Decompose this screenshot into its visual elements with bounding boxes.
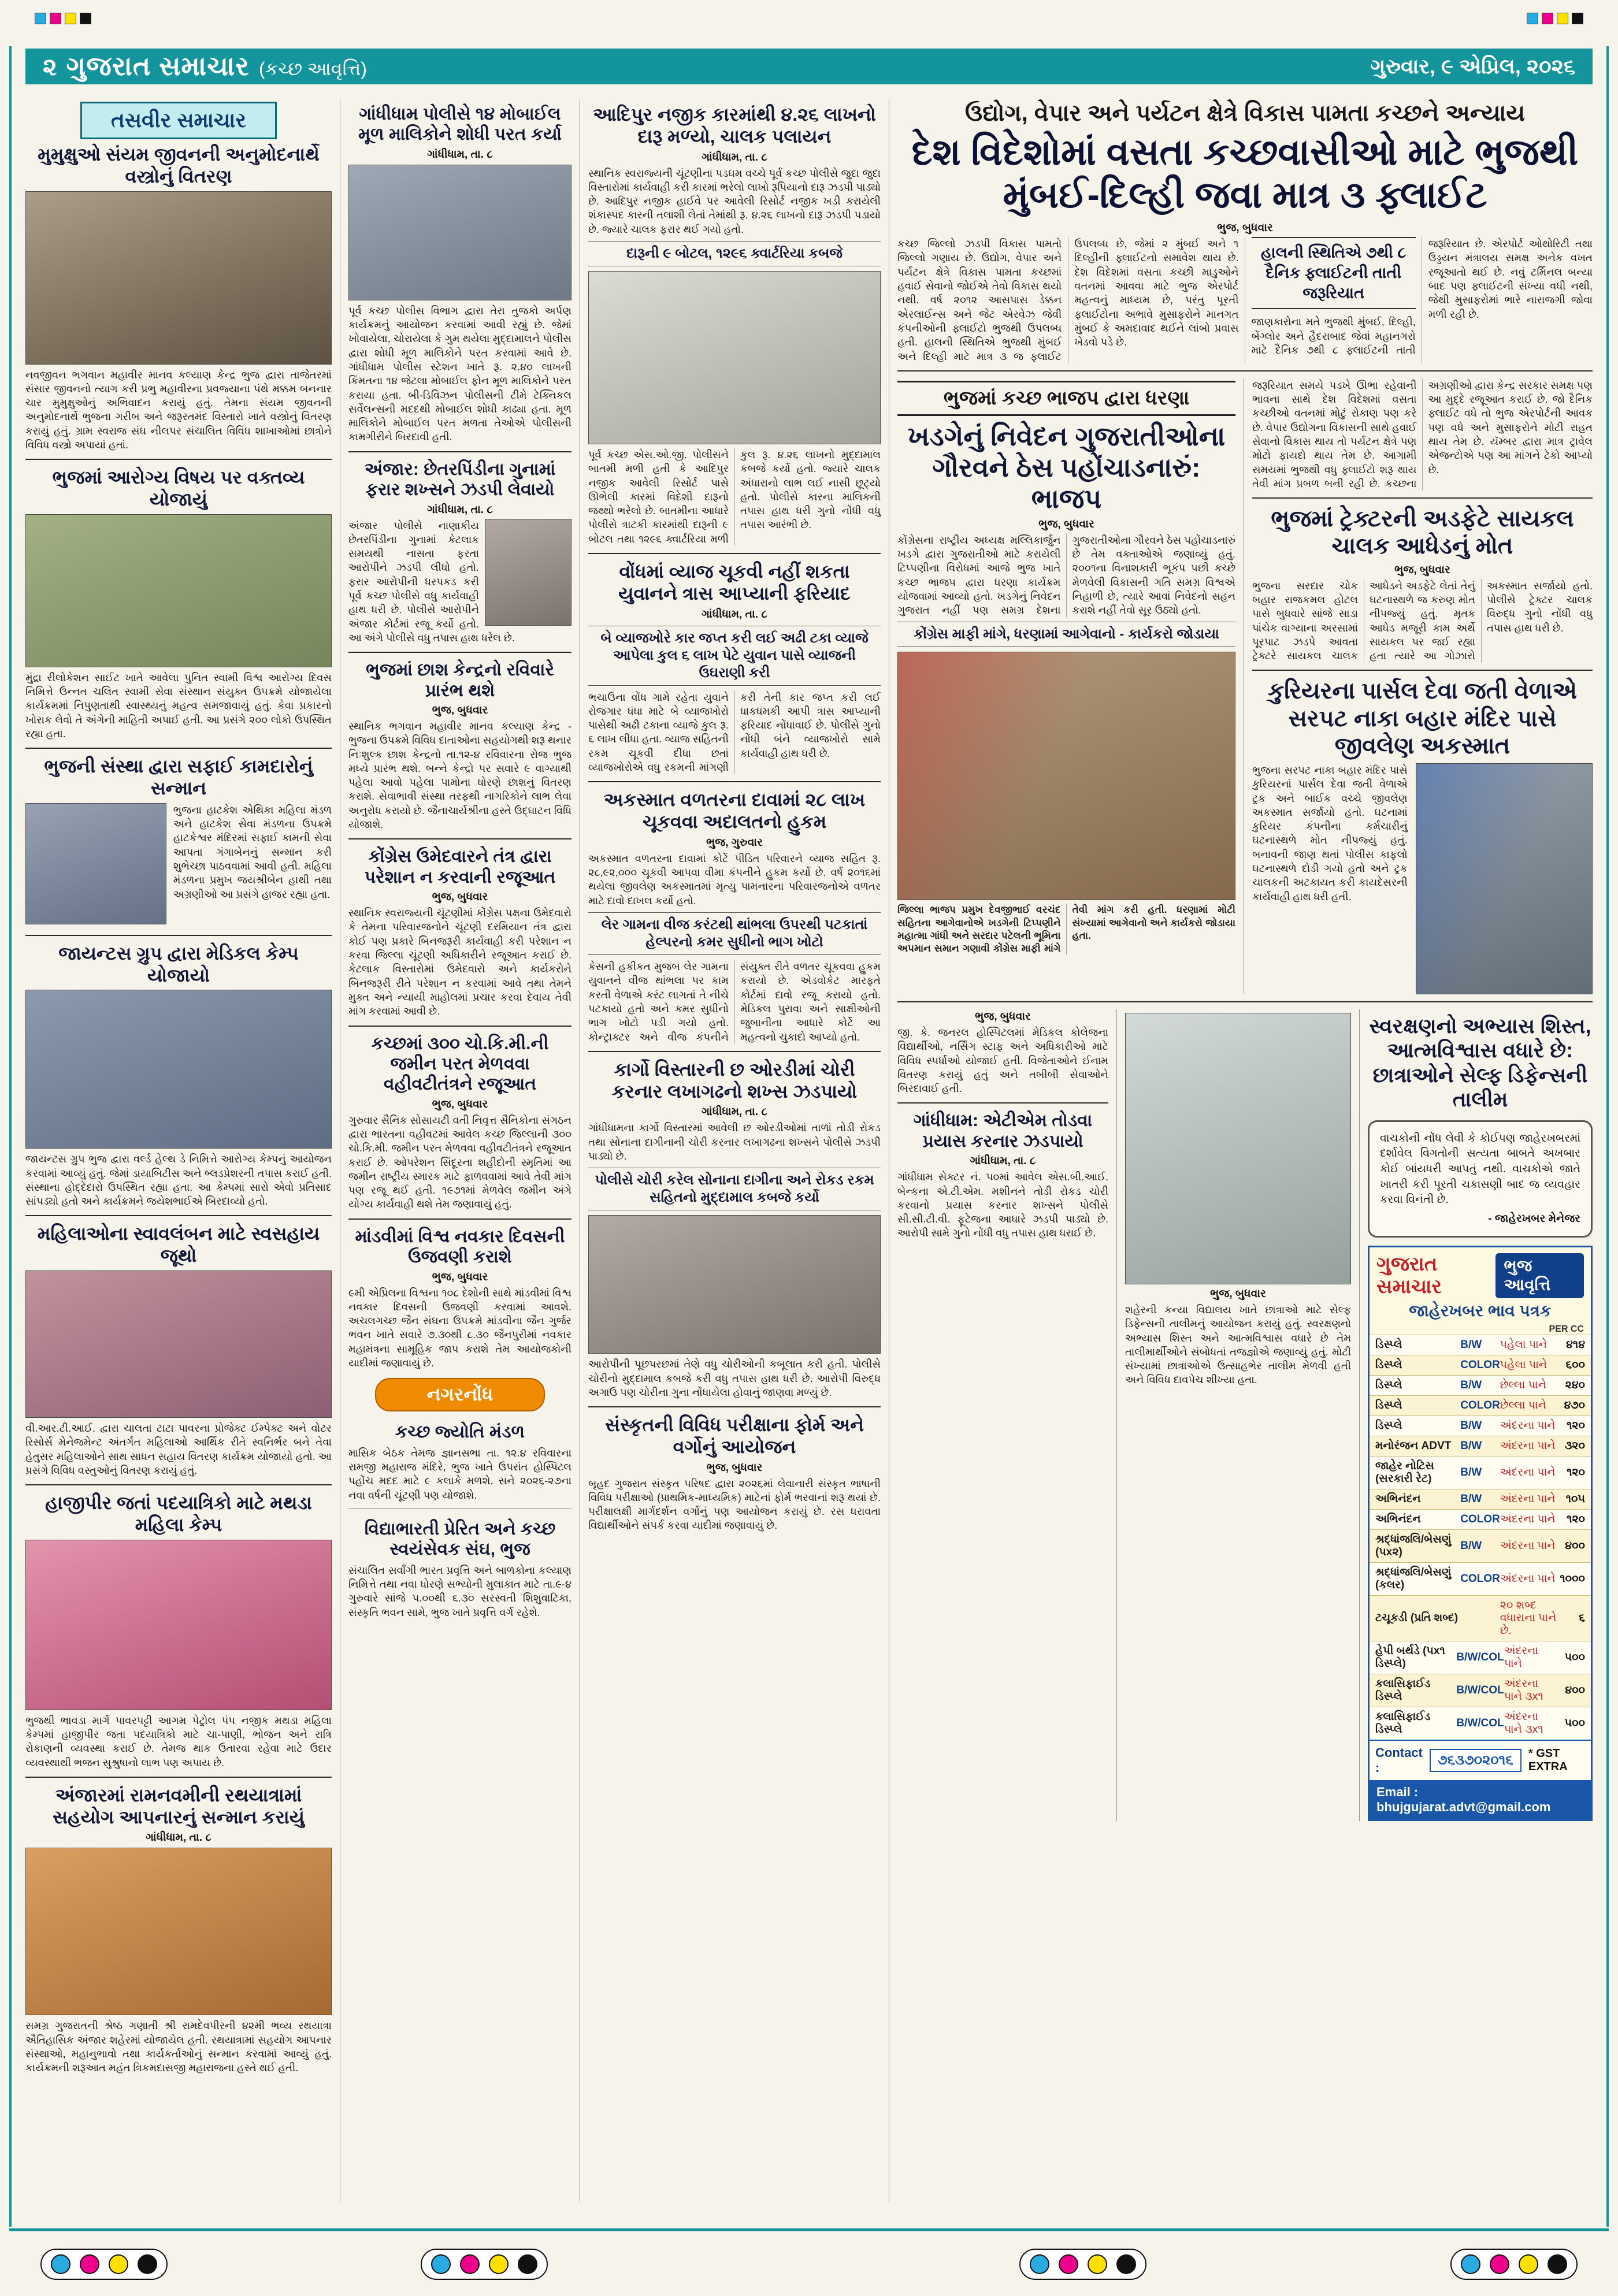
headline: કચ્છ જ્યોતિ મંડળ [395,1422,525,1442]
article-body: ગુરુવાર સૈનિક સોસાયટી વતી નિવૃત્ત સૈનિકોના સંગઠન દ્વારા ભારતના વહીવટમાં આવેલ કચ્છ જિલ્લાની ૩૦૦ ચો.કિ.મી. જમીન પરત મેળવવા વહીવટીતંત્રને રજૂઆત કરાઈ છે. ઓપરેશન સિંદૂરના શહીદોની સ્મૃતિમાં આ જમીન રાષ્ટ્રીય સ્મારક માટે ફાળવવામાં આવે તેવી માંગ પણ રજૂ થઈ હતી. ૧૯૭૧માં મેળવેલ જમીન અંગે યોગ્ય કાર્યવાહી થશે તેમ જણાવાયું હતું. [348,1114,572,1210]
dateline: ભુજ, ગુરુવાર [706,836,763,849]
ratecard-cell-rate: ૫૦૦ [1564,1651,1585,1664]
column-right-section [889,99,1593,2202]
reg-circle-black [1548,2254,1567,2274]
article-body: નવજીવન ભગવાન મહાવીર માનવ કલ્યાણ કેન્દ્ર ભુજ દ્વારા તાજેતરમાં સંસાર જીવનનો ત્યાગ કરી પ્રભુ મહાવીરના પ્રવજ્યાના પંથે મક્કમ બનનાર ચાર મુમુક્ષુઓનું અભિવાદન કરાયું હતું. તેમના સંયમ જીવનની અનુમોદનાર્થે ભુજના ગરીબ અને જરૂરતમંદ વિસ્તારો ખાતે વસ્ત્રોનું વિતરણ કરાયું હતું. ગ્રામ સ્વરાજ સંઘ નીલપર સંચાલિત વિવિધ શાખાઓમાં છાત્રોને વિવિધ વસ્ત્રો અપાયાં હતાં. [25,369,332,451]
article-ramnavmi-rathyatra [25,1785,332,2075]
nagarnodh-badge: નગરનોંધ [375,1378,544,1411]
headline: અકસ્માત વળતરના દાવામાં ૨૮ લાખ ચૂકવવા અદાલતનો હુકમ [603,789,866,833]
article-divider [25,1484,332,1485]
photo-dharna-protest-image [897,652,1235,900]
ratecard-cell-page: અંદરના પાને [1500,1513,1556,1526]
ratecard-cell-page: અંદરના પાને [1500,1573,1556,1585]
ratecard-cell-page: છેલ્લા પાને [1500,1379,1546,1392]
subheadline: દારૂની ૯ બોટલ, ૧૨૯૬ ક્વાર્ટરિયા કબજે [588,241,881,266]
lead-body-columns [897,237,1593,363]
article-divider [25,459,332,460]
article-tractor-accident [1252,506,1593,663]
advert-disclaimer-box [1368,1120,1593,1238]
right-row-three [897,1009,1593,1821]
headline: કાર્ગો વિસ્તારની છ ઓરડીમાં ચોરી કરનાર લખાગઢનો શખ્સ ઝડપાયો [611,1058,858,1102]
article-mobiles-returned [348,104,572,444]
ratecard-cell-cat: ટચૂકડી (પ્રતિ શબ્દ) [1375,1612,1459,1625]
article-cloth-distribution [25,144,332,452]
article-divider [25,1777,332,1778]
row-three-col-a [897,1009,1117,1821]
photo-hajipir-camp-image [25,1540,332,1710]
ratecard-cell-rate: ૪૦૦ [1565,1540,1585,1552]
headline: સંસ્કૃતની વિવિધ પરીક્ષાના ફોર્મ અને વર્ગોનું આયોજન [605,1414,864,1457]
ratecard-cell-cat: ડિસ્પ્લે [1375,1359,1402,1372]
ratecard-table-body [1370,1335,1591,1740]
ratecard-row [1370,1436,1591,1456]
headline: જાયન્ટસ ગ્રુપ દ્વારા મેડિકલ કેમ્પ યોજાયો [58,942,299,986]
article-body: કોંગ્રેસના રાષ્ટ્રીય અધ્યક્ષ મલ્લિકાર્જુન ખડગે દ્વારા ગુજરાતીઓ માટે કરાયેલી ટિપ્પણીના વિરોધમાં આજે ભુજ ખાતે કચ્છ ભાજપ દ્વારા ધરણા કાર્યક્રમ યોજવામાં આવ્યો હતો. ખડગેનું નિવેદન ગુજરાત નહીં પણ સમગ્ર દેશના ગુજરાતીઓના ગૌરવને ઠેસ પહોંચાડનારું છે તેમ વક્તાઓએ જણાવ્યું હતું. ૨૦૦૧ના વિનાશકારી ભૂકંપ પછી કચ્છે મેળવેલી વિકાસની ગતિ સમગ્ર વિશ્વએ નિહાળી છે, ત્યારે આવાં નિવેદનો સહન કરાશે નહીં તેવો સૂર ઉઠ્યો હતો. [897,534,1235,616]
registration-marks-bottom-3 [1019,2249,1146,2280]
ratecard-cell-page: ૨૦ શબ્દ વધારાના પાને છે. [1500,1599,1557,1637]
article-media-text [348,519,572,645]
article-body: પૂર્વ કચ્છ એસ.ઓ.જી. પોલીસને બાતમી મળી હતી કે આદિપુર નજીક આવેલી રિસોર્ટ પાસે ઊભેલી કારમાં વિદેશી દારૂનો જથ્થો ભરેલો છે. બાતમીના આધારે પોલીસે ત્રાટકી કારમાંથી દારૂની ૯ બોટલ તથા ૧૨૯૬ ક્વાર્ટરિયા મળી કુલ રૂ. ૪.૨૬ લાખનો મુદ્દામાલ કબજે કર્યો હતો. જ્યારે ચાલક અંધારાનો લાભ લઈ નાસી છૂટ્યો હતો. પોલીસે કારના માલિકની તપાસ હાથ ધરી ગુનો નોંધી વધુ તપાસ આરંભી છે. [588,448,881,545]
page-bottom-rule [9,2228,1609,2231]
reg-circle-magenta [1059,2254,1078,2274]
lead-subheadline: હાલની સ્થિતિએ ૭થી ૮ દૈનિક ફ્લાઈટની તાતી જરૂરિયાત [1252,237,1416,309]
article-hajipir-camp [25,1492,332,1770]
headline: ભુજમાં છાશ કેન્દ્રનો રવિવારે પ્રારંભ થશે [366,660,554,700]
article-body: માસિક બેઠક તેમજ જ્ઞાનસભા તા. ૧૨.૪ રવિવારના રામજી મહારાજ મંદિરે, ભુજ ખાતે ઉપરાંત હોસ્પિટલ પહોંચ મદદ માટે ૯ કલાકે મળશે. સને ૨૦૨૬-૨૭ના નવા વર્ષની ચૂંટણી પણ યોજાશે. [348,1447,572,1501]
ratecard-row [1370,1395,1591,1416]
ratecard-cell-color: B/W [1460,1493,1482,1506]
photo-liquor-car-image [588,271,881,444]
ratecard-row [1370,1489,1591,1509]
article-body: ગાંધીધામના કાર્ગો વિસ્તારમાં આવેલી છ ઓરડીઓમાં તાળાં તોડી રોકડ તથા સોનાના દાગીનાની ચોરી કરનાર લખાગઢના શખ્સને પોલીસે ઝડપી પાડ્યો છે. [588,1122,881,1162]
ratecard-cell-rate: ૧૨૦ [1567,1466,1585,1479]
ratecard-row [1370,1674,1591,1707]
ratecard-cell-color: B/W/COL [1456,1717,1504,1730]
ratecard-row [1370,1416,1591,1436]
article-health-lecture [25,467,332,741]
ratecard-row [1370,1335,1591,1355]
headline: ભુજની સંસ્થા દ્વારા સફાઈ કામદારોનું સન્માન [44,756,313,799]
registration-marks-bottom-2 [421,2249,548,2280]
ratecard-cell-color: B/W [1460,1440,1482,1452]
ratecard-cell-page: અંદરના પાને [1500,1440,1556,1452]
article-divider [348,652,572,653]
headline: આદિપુર નજીક કારમાંથી ૪.૨૬ લાખનો દારૂ મળ્યો, ચાલક પલાયન [593,104,876,147]
rate-card-email-row [1370,1780,1591,1819]
ratecard-row [1370,1562,1591,1595]
right-row-two [897,378,1593,994]
article-body: અકસ્માત વળતરના દાવામાં કોર્ટે પીડિત પરિવારને વ્યાજ સહિત રૂ. ૨૮,૯૨,૦૦૦ ચૂકવી આપવા વીમા કંપનીને હુકમ કર્યો છે. વર્ષ ૨૦૧૬માં થયેલા જીવલેણ અકસ્માતમાં મૃત્યુ પામનારના પરિવારજનોએ વળતર માટે દાવો દાખલ કર્યો હતો. [588,852,881,906]
dateline: ભુજ, બુધવાર [1210,1287,1266,1300]
ratecard-cell-cat: જાહેર નોટિસ (સરકારી રેટ) [1375,1460,1434,1485]
article-sanskrit-exams [588,1414,881,1533]
ratecard-cell-page: અંદરના પાને [1500,1466,1556,1479]
article-body: ભુજના હાટકેશ એથિકા મહિલા મંડળ અને હાટકેશ સેવા મંડળના ઉપક્રમે હાટકેશ્વર મંદિરમાં સફાઈ કામની સેવા આપતા ગંગાબેનનું સન્માન કરી શુભેચ્છા પાઠવવામાં આવી હતી. મહિલા મંડળના પ્રમુખ જયશ્રીબેન હાથી તથા અગ્રણીઓ આ પ્રસંગે હાજર રહ્યા હતા. [173,804,332,900]
email-address: bhujgujarat.advt@gmail.com [1376,1800,1551,1815]
email-label: Email : [1376,1785,1419,1800]
subheadline: બે વ્યાજખોરે કાર જપ્ત કરી લઈ અઢી ટકા વ્યાજે આપેલા કુલ ૬ લાખ પેટે યુવાન પાસે વ્યાજની ઉઘરાણી કરી [588,626,881,686]
headline: માંડવીમાં વિશ્વ નવકાર દિવસની ઉજવણી કરાશે [355,1227,565,1267]
article-cargo-theft [588,1059,881,1399]
article-giants-medical-camp [25,943,332,1209]
ratecard-cell-color: COLOR [1460,1359,1500,1372]
reg-square-black [80,13,91,24]
ratecard-cell-rate: ૫૦૦ [1564,1717,1585,1730]
dharna-story-column [897,378,1244,994]
ratecard-cell-rate: ૧૦૫ [1565,1493,1585,1506]
dateline: ગાંધીધામ, તા. ૮ [146,1831,211,1844]
article-body: આરોપીની પૂછપરછમાં તેણે વધુ ચોરીઓની કબૂલાત કરી હતી. પોલીસે ચોરીનો મુદ્દામાલ કબજે કરી વધુ તપાસ હાથ ધરી છે. આરોપી વિરુદ્ધ અગાઉ પણ ચોરીના ગુના નોંધાયેલા હોવાનું જાણવા મળ્યું છે. [588,1358,881,1398]
ratecard-cell-page: અંદરના પાને [1500,1420,1556,1432]
reg-circle-magenta [80,2254,99,2274]
article-body: સ્થાનિક સ્વરાજ્યની ચૂંટણીના પડઘમ વચ્ચે પૂર્વ કચ્છ પોલીસે જુદા જુદા વિસ્તારોમાં કાર્યવાહી કરી કારમાં ભરેલો લાખો રૂપિયાનો દારૂ ઝડપી પાડ્યો છે. આદિપુર નજીક હાઈવે પર આવેલી રિસોર્ટ નજીક ખડી કરાયેલી શંકાસ્પદ કારની તલાશી લેતાં તેમાંથી રૂ. ૪.૨૬ લાખનો દારૂ ઝડપી પડાયો છે. જ્યારે ચાલક ફરાર થઈ ગયો હતો. [588,167,881,235]
ratecard-cell-color: B/W [1460,1540,1482,1552]
article-courier-accident [1252,678,1593,994]
article-body: બૃહદ ગુજરાત સંસ્કૃત પરિષદ દ્વારા ૨૦૨૬માં લેવાનારી સંસ્કૃત ભાષાની વિવિધ પરીક્ષાઓ (પ્રાથમિક-માધ્યમિક) માટેનાં ફોર્મ ભરવાનાં શરૂ થયાં છે. પરીક્ષાલક્ષી માર્ગદર્શન વર્ગોનું પણ આયોજન કરાયું છે. રસ ધરાવતા વિદ્યાર્થીઓને સંપર્ક કરવા યાદીમાં જણાવાયું છે. [588,1477,881,1532]
ratecard-cell-cat: ડિસ્પ્લે [1375,1339,1402,1351]
ratecard-cell-color: B/W/COL [1456,1684,1504,1697]
self-defense-headline: સ્વરક્ષણનો અભ્યાસ શિસ્ત, આત્મવિશ્વાસ વધારે છે: છાત્રાઓને સેલ્ફ ડિફેન્સની તાલીમ [1369,1013,1591,1112]
disclaimer-text: વાચકોની નોંધ લેવી કે કોઈપણ જાહેરખબરમાં દર્શાવેલ વિગતોની સત્યતા બાબતે અખબાર કોઈ બાંયધરી આપતું નથી. વાચકોએ જાતે ખાતરી કરી પૂરતી ચકાસણી બાદ જ વ્યવહાર કરવા વિનંતી છે. [1380,1132,1580,1206]
headline: હાજીપીર જતાં પદયાત્રિકો માટે મથડા મહિલા કેમ્પ [45,1492,312,1535]
article-divider [348,838,572,839]
article-body: સંચાલિત સર્વાંગી ભારત પ્રવૃત્તિ અને બાળકોના કલ્યાણ નિમિત્તે તથા નવા ધોરણે સભ્યોની મુલાકાત માટે તા.૯-૪ ગુરુવારે સાંજે ૫.૦૦થી ૬.૩૦ સરસ્વતી શિશુવાટિકા, સંસ્કૃતિ ભવન સામે, ભુજ ખાતે પ્રવૃત્તિ વર્ગ રહેશે. [348,1564,572,1618]
article-dharna [897,381,1235,955]
reg-circle-yellow [489,2254,509,2274]
reg-circle-cyan [431,2254,451,2274]
ratecard-cell-color: COLOR [1460,1573,1500,1585]
rate-card-unit: PER CC [1549,1324,1584,1335]
dateline: ગાંધીધામ, તા. ૮ [702,1106,767,1119]
photo-recovered-goods-image [588,1215,881,1354]
article-hospital-event [897,1010,1108,1095]
article-liquor-seizure [588,104,881,546]
ratecard-cell-cat: ડિસ્પ્લે [1375,1399,1402,1412]
ratecard-cell-cat: કલાસિફાઈડ ડિસ્પ્લે [1375,1711,1431,1736]
article-body: મુંદ્રા રીલોકેશન સાઈટ ખાતે આવેલા પુનિત સ્વામી વિશ્વ આરોગ્ય દિવસ નિમિત્તે ઉન્નત ચલિત સ્વામી સેવા સંસ્થાન સંયુક્ત ઉપક્રમે યોજાયેલા કાર્યક્રમમાં નિપુણતાથી સ્વાસ્થ્યનું મહત્વ સમજાવાયું હતું. કેવા પ્રકારનો ખોરાક લેવો તે અંગેની માહિતી અપાઈ હતી. આ પ્રસંગે ૨૦૦ લોકો ઉપસ્થિત રહ્યા હતા. [25,671,332,740]
photo-women-selfhelp-image [25,1270,332,1418]
article-chaash-kendra [348,660,572,831]
contact-phone: ૭૬૩૭૦૨૦૧૬ [1430,1749,1521,1772]
flight-continuation-body: જરૂરિયાત સમયે પડખે ઊભા રહેવાની ભાવના સાથે દેશ વિદેશમાં વસતા કચ્છીઓ વતનમાં મોટું રોકાણ પણ કરે છે. વેપાર ઉદ્યોગના વિકાસની સાથે હવાઈ સેવાનો વિકાસ થાય તો પર્યટન ક્ષેત્રે પણ મોટો ફાયદો થાય તેમ છે. આગામી સમયમાં ભુજથી વધુ ફ્લાઈટો શરૂ થાય તેવી માંગ પ્રબળ બની રહી છે. કચ્છના અગ્રણીઓ દ્વારા કેન્દ્ર સરકાર સમક્ષ પણ આ મુદ્દે રજૂઆત કરાઈ છે. જો દૈનિક ફ્લાઈટ વધે તો ભુજ એરપોર્ટની આવક પણ વધે અને મુસાફરોને મોટી રાહત થાય તેમ છે. યૅમ્બર દ્વારા માત્ર ટ્રાવેલ એજન્ટોએ પણ આ માંગને ટેકો આપ્યો છે. [1252,379,1593,489]
headline: અંજાર: છેતરપિંડીના ગુનામાં ફરાર શખ્સને ઝડપી લેવાયો [364,459,556,500]
ratecard-cell-color: B/W [1460,1379,1482,1392]
ratecard-cell-cat: મનોરંજન ADVT [1375,1440,1452,1452]
headline: કચ્છમાં ૩૦૦ ચો.કિ.મી.ની જમીન પરત મેળવવા વહીવટીતંત્રને રજૂઆત [371,1034,549,1094]
registration-marks-top-right [1527,13,1583,24]
headline: વોંધમાં વ્યાજ ચૂકવી નહીં શકતા યુવાનને ત્રાસ આપ્યાની ફરિયાદ [618,561,851,604]
article-divider [897,1001,1593,1002]
article-sanitation-honor [25,756,332,928]
ratecard-cell-cat: શ્રદ્ધાંજલિ/બેસણું (કલર) [1375,1566,1452,1592]
headline: ભુજમાં ટ્રેક્ટરની અડફેટે સાયકલ ચાલક આધેડનું મોત [1271,506,1574,559]
photo-giants-camp-image [25,990,332,1149]
photo-rathyatra-image [25,1848,332,2015]
ratecard-row [1370,1456,1591,1489]
dateline: ભુજ, બુધવાર [432,1270,488,1283]
headline: ખડગેનું નિવેદન ગુજરાતીઓના ગૌરવને ઠેસ પહોંચાડનારું: ભાજપ [907,421,1226,514]
reg-square-magenta [50,13,61,24]
dateline: ભુજ, બુધવાર [1394,563,1450,576]
reg-circle-cyan [51,2254,70,2274]
subheadline: પોલીસે ચોરી કરેલ સોનાના દાગીના અને રોકડ રકમ સહિતનો મુદ્દામાલ કબજે કર્યો [588,1168,881,1210]
dateline: ભુજ, બુધવાર [432,891,488,904]
reg-square-yellow [1557,13,1568,24]
reg-circle-yellow [109,2254,128,2274]
rate-card-contact-row [1370,1740,1591,1780]
ratecard-cell-rate: ૧૦૦૦ [1560,1573,1585,1585]
ratecard-cell-rate: ૨૪૦ [1565,1379,1585,1392]
article-accident-compensation [588,789,881,1043]
ratecard-cell-rate: ૬ [1579,1612,1585,1625]
article-divider [348,451,572,452]
dateline: ભુજ, બુધવાર [975,1010,1031,1023]
edition-label: (કચ્છ આવૃત્તિ) [258,58,367,79]
article-body: જાયન્ટસ ગ્રુપ ભુજ દ્વારા વર્લ્ડ હેલ્થ ડે નિમિત્તે આરોગ્ય કેમ્પનું આયોજન કરવામાં આવ્યું હતું. જેમાં ડાયાબિટીસ અને બ્લડપ્રેશરની તપાસ કરાઈ હતી. સંસ્થાના હોદ્દેદારો ઉપસ્થિત રહ્યા હતા. આ કેમ્પમાં સારો એવો પ્રતિસાદ સાંપડ્યો હતો અને કાર્યક્રમને જયેશભાઈએ બિરદાવ્યો હતો. [25,1153,332,1208]
headline: ગાંધીધામ: એટીએમ તોડવા પ્રયાસ કરનાર ઝડપાયો [913,1111,1093,1151]
article-body: કચ્છ જિલ્લો ઝડપી વિકાસ પામતો જિલ્લો ગણાય છે. ઉદ્યોગ, વેપાર અને પર્યટન ક્ષેત્રે વિકાસ પામતા કચ્છમાં હવાઈ સેવાનો જોઈએ તેવો વિકાસ થયો નથી. વર્ષ ૨૦૧૨ આસપાસ ડેક્કન એરલાઈન્સ અને જેટ એરવેઝ જેવી કંપનીઓની ફ્લાઈટો ભુજથી ઉપલબ્ધ હતી. હાલની સ્થિતિએ ભુજથી મુંબઈ અને દિલ્હી માટે માત્ર ૩ જ ફ્લાઈટ ઉપલબ્ધ છે, જેમાં ૨ મુંબઈ અને ૧ દિલ્હીની ફ્લાઈટનો સમાવેશ થાય છે. દેશ વિદેશમાં વસતા કચ્છી માડુઓને વતનમાં આવવા માટે ભુજ એરપોર્ટ મહત્વનું માધ્યમ છે, પરંતુ પૂરતી ફ્લાઈટોના અભાવે મુસાફરોને માનગત મુંબઈ કે અમદાવાદ થઈને લાંબો પ્રવાસ ખેડવો પડે છે. [897,238,1239,362]
reg-circle-black [138,2254,157,2274]
article-body: જી. કે. જનરલ હોસ્પિટલમાં મેડિકલ કોલેજના વિદ્યાર્થીઓ, નર્સિંગ સ્ટાફ અને અધિકારીઓ માટે વિવિધ સ્પર્ધાઓ યોજાઈ હતી. વિજેતાઓને ઈનામ વિતરણ કરાયું હતું અને તબીબી સેવાઓને બિરદાવાઈ હતી. [897,1026,1108,1095]
reg-square-yellow [65,13,76,24]
photo-accused-image [485,519,572,626]
headline: કુરિયરના પાર્સલ દેવા જતી વેળાએ સરપટ નાકા બહાર મંદિર પાસે જીવલેણ અકસ્માત [1268,678,1577,759]
column-photo-news [25,99,340,2202]
article-navkar-day [348,1227,572,1370]
photo-sanitation-honor-image [25,803,166,924]
article-lead-flights [897,101,1593,363]
rate-card-brand: ગુજરાત સમાચાર [1376,1253,1442,1298]
subheadline: લેર ગામના વીજ કરંટથી થાંભલા ઉપરથી પટકાતાં હેલ્પરનો કમર સુધીનો ભાગ ખોટો [588,912,881,955]
article-divider [588,781,881,782]
article-congress-representation [348,846,572,1018]
article-body: પૂર્વ કચ્છ પોલીસ વિભાગ દ્વારા તેરા તુજકો અર્પણ કાર્યક્રમનું આયોજન કરવામાં આવી રહ્યું છે. જેમાં ખોવાયેલા, ચોરાયેલા કે ગુમ થયેલા મુદ્દામાલને પોલીસ દ્વારા શોધી મૂળ માલિકોને પરત કરવામાં આવે છે. ગાંધીધામ પોલીસ સ્ટેશન ખાતે રૂ. ૨.૪૦ લાખની કિંમતના ૧૪ જેટલા મોબાઈલ ફોન મૂળ માલિકોને પરત કરાયા હતા. બી-ડિવિઝન પોલીસની ટીમે ટેક્નિકલ સર્વેલન્સની મદદથી મોબાઈલ શોધી કાઢ્યા હતા. મૂળ માલિકોને મોબાઈલ પરત મળતા તેઓએ પોલીસની કામગીરીને બિરદાવી હતી. [348,304,572,443]
column-two [340,99,580,2202]
article-divider [348,1508,572,1509]
ratecard-cell-page: અંદરના પાને [1500,1493,1556,1506]
article-women-selfhelp [25,1223,332,1477]
article-body: શહેરની કન્યા વિદ્યાલય ખાતે છાત્રાઓ માટે સેલ્ફ ડિફેન્સની તાલીમનું આયોજન કરાયું હતું. સ્વરક્ષણનો અભ્યાસ શિસ્ત અને આત્મવિશ્વાસ વધારે છે તેમ તાલીમાર્થીઓને સંબોધતાં તજજ્ઞોએ જણાવ્યું હતું. મોટી સંખ્યામાં છાત્રાઓએ ઉત્સાહભેર તાલીમ મેળવી હતી અને વિવિધ દાવપેચ શીખ્યા હતા. [1125,1303,1351,1386]
reg-circle-yellow [1519,2254,1538,2274]
article-body: વી.આર.ટી.આઈ. દ્વારા ચાલતા ટાટા પાવરના પ્રોજેક્ટ ઈમ્પેક્ટ અને વોટર રિસોર્સ મેનેજમેન્ટ અંતર્ગત મહિલાઓ આર્થિક રીતે સ્વનિર્ભર બને તેવા હેતુસર મહિલાઓને સાથ સાધન સહાય વિતરણ કાર્યક્રમ યોજાયો હતો. આ પ્રસંગે વિવિધ વસ્તુઓનું વિતરણ કરાયું હતું. [25,1422,332,1476]
ratecard-cell-page: પહેલા પાને [1500,1359,1548,1372]
reg-circle-magenta [460,2254,480,2274]
article-body: ભુજથી ભાવડા માર્ગે પાવરપટ્ટી આગમ પેટ્રોલ પંપ નજીક મથડા મહિલા કેમ્પમાં હાજીપીર જતા પદયાત્રિકો માટે ચા-પાણી, ભોજન અને રાત્રિ રોકાણની વ્યવસ્થા કરાઈ છે. તેમજ થાક ઉતારવા રહેવા માટે ઉદાર વ્યવસ્થાથી ભજન સુશ્રુષાનો લાભ પણ અપાય છે. [25,1714,332,1769]
dateline: ભુજ, બુધવાર [706,1461,763,1474]
ratecard-cell-cat: શ્રદ્ધાંજલિ/બેસણું (૫x૨) [1375,1533,1452,1559]
rate-card-title: જાહેરખબર ભાવ પત્રક [1409,1302,1552,1320]
article-atm-break-attempt [897,1110,1108,1240]
photo-news-badge: તસવીર સમાચાર [80,102,276,139]
ratecard-row [1370,1595,1591,1641]
rate-card-edition-badge: ભુજ આવૃત્તિ [1495,1253,1584,1298]
reg-circle-cyan [1461,2254,1480,2274]
article-body: સ્થાનિક સ્વરાજ્યની ચૂંટણીમાં કોંગ્રેસ પક્ષના ઉમેદવારો કે તેમના પરિવારજનોને ચૂંટણી દરમિયાન તંત્ર દ્વારા કોઈ પણ પ્રકારે બિનજરૂરી કાર્યવાહી કરી પરેશાન ન કરવા જિલ્લા ચૂંટણી અધિકારીને રજૂઆત કરાઈ છે. કેટલાક વિસ્તારોમાં ઉમેદવારો અને કાર્યકરોને બિનજરૂરી રીતે પરેશાન ન કરવામાં આવે તથા તેમને મુક્ત અને ન્યાયી માહોલમાં પ્રચાર કરવા દેવાય તેવી માંગ કરવામાં આવી છે. [348,907,572,1017]
reg-square-cyan [1527,13,1538,24]
headline: કોંગ્રેસ ઉમેદવારને તંત્ર દ્વારા પરેશાન ન કરવાની રજૂઆત [364,847,556,887]
article-divider [897,370,1593,371]
dateline: ગાંધીધામ, તા. ૮ [702,151,767,164]
article-divider [348,1218,572,1220]
row-three-col-b [1117,1009,1360,1821]
ratecard-cell-rate: ૩૨૦ [1564,1440,1585,1452]
article-body: સમગ્ર ગુજરાતની શ્રેષ્ઠ ગણાતી શ્રી રામદેવપીરની ૪૨મી ભવ્ય રથયાત્રા ઐતિહાસિક અંજાર શહેરમાં યોજાયેલ હતી. રથયાત્રામાં સહયોગ આપનાર સંસ્થાઓ, મહાનુભાવો તથા કાર્યકર્તાઓનું સન્માન કરવામાં આવ્યું હતું. કાર્યક્રમની શરૂઆત મહંત ત્રિકમદાસજી મહારાજના હસ્તે થઈ હતી. [25,2020,332,2074]
dateline: ભુજ, બુધવાર [1038,518,1094,530]
headline: વિદ્યાભારતી પ્રેરિત અને કચ્છ સ્વયંસેવક સંઘ, ભુજ [364,1519,556,1559]
ratecard-row [1370,1641,1591,1674]
article-media-text [25,803,332,928]
ratecard-cell-page: અંદરના પાને ૩x૧ [1504,1678,1543,1703]
page-edge-rule-left [9,46,12,2227]
ratecard-cell-color: B/W [1460,1466,1482,1479]
ratecard-cell-rate: ૪૧૪ [1566,1339,1585,1351]
ratecard-row [1370,1707,1591,1740]
article-body: જાણકારોના મતે ભુજથી મુંબઈ, દિલ્હી, બેંગ્લોર અને હૈદરાબાદ જેવાં મહાનગરો માટે દૈનિક ૭થી ૮ ફ્લાઈટની તાતી જરૂરિયાત છે. એરપોર્ટ ઓથોરિટી તથા ઉડ્ડયન મંત્રાલય સમક્ષ અનેક વખત રજૂઆતો થઈ છે. નવું ટર્મિનલ બન્યા બાદ પણ ફ્લાઈટની સંખ્યા વધી નથી, જેથી મુસાફરોમાં ભારે નારાજગી જોવા મળી રહી છે. [1251,238,1593,356]
ratecard-cell-rate: ૪૭૦ [1564,1399,1585,1412]
reg-circle-magenta [1490,2254,1509,2274]
reg-square-black [1572,13,1583,24]
article-moneylender-harassment [588,561,881,774]
article-body: અંજાર પોલીસે નાણાકીય છેતરપિંડીના ગુનામાં કેટલાક સમયથી નાસતા ફરતા આરોપીને ઝડપી લીધો હતો. ફરાર આરોપીની ધરપકડ કરી પૂર્વ કચ્છ પોલીસે વધુ કાર્યવાહી હાથ ધરી છે. પોલીસે આરોપીને અંજાર કોર્ટમાં રજૂ કર્યો હતો. આ અંગે પોલીસે વધુ તપાસ હાથ ધરેલ છે. [348,519,515,644]
ratecard-row [1370,1375,1591,1395]
headline: ભુજમાં આરોગ્ય વિષય પર વક્તવ્ય યોજાયું [52,467,305,510]
dateline: ભુજ, બુધવાર [432,704,488,716]
subheadline: કોંગ્રેસ માફી માંગે, ધરણામાં આગેવાનો - કાર્યકરો જોડાયા [897,622,1235,647]
row-three-col-c [1360,1009,1593,1821]
photo-self-defense-image [1125,1013,1351,1284]
lead-headline: દેશ વિદેશોમાં વસતા કચ્છવાસીઓ માટે ભુજથી મુંબઈ-દિલ્હી જવા માત્ર ૩ ફ્લાઈટ [911,131,1579,216]
ratecard-cell-cat: કલાસિફાઈડ ડિસ્પ્લે [1375,1678,1431,1703]
registration-marks-top-left [35,13,91,24]
ratecard-cell-cat: ડિસ્પ્લે [1375,1420,1402,1432]
article-divider [897,1102,1108,1104]
gst-note: * GST EXTRA [1528,1747,1568,1774]
ratecard-row [1370,1355,1591,1375]
page-content [25,99,1593,2202]
article-divider [588,1406,881,1407]
ratecard-cell-color: COLOR [1460,1513,1500,1526]
rate-card-header [1370,1247,1591,1301]
article-divider [25,935,332,936]
article-divider [25,1215,332,1216]
ratecard-row [1370,1529,1591,1562]
article-body: ૯મી એપ્રિલના વિશ્વના ૧૦૮ દેશોની સાથે માંડવીમાં વિશ્વ નવકાર દિવસની ઉજવણી કરવામાં આવશે. અચલગચ્છ જૈન સંઘના ઉપક્રમે માંડવીના જૈન ગુર્જર ભવન ખાતે સવારે ૭.૩૦થી ૮.૩૦ જૈનપુરીમાં નવકાર મહામંત્રના સામૂહિક જાપ કરાશે તેમ આયોજકોની યાદીમાં જણાવાયું છે. [348,1287,572,1369]
dateline: ભુજ, બુધવાર [1217,222,1273,235]
dateline: ગાંધીધામ, તા. ૮ [970,1155,1036,1168]
ratecard-row [1370,1509,1591,1529]
headline: ગાંધીધામ પોલીસે ૧૪ મોબાઈલ મૂળ માલિકોને શોધી પરત કર્યા [358,105,562,144]
dateline: ગાંધીધામ, તા. ૮ [427,503,493,516]
dateline: ભુજ, બુધવાર [432,1098,488,1110]
ratecard-cell-cat: અભિનંદન [1375,1513,1421,1526]
headline: અંજારમાં રામનવમીની રથયાત્રામાં સહયોગ આપનારનું સન્માન કરાયું [53,1784,305,1827]
ratecard-cell-color: B/W/COL [1456,1651,1504,1664]
ratecard-cell-rate: ૪૦૦ [1565,1684,1585,1697]
article-body: ભુજના સરદાર ચોક બહાર રાજકમલ હોટલ પાસે બુધવારે સાંજે સાડા પાંચેક વાગ્યાના અરસામાં પૂરપાટ ઝડપે આવતા ટ્રેક્ટરે સાયકલ ચાલક આધેડને અડફેટે લેતાં તેનું ઘટનાસ્થળે જ કરુણ મોત નીપજ્યું હતું. મૃતક આધેડ મજૂરી કામ અર્થે સાયકલ પર જઈ રહ્યા હતા ત્યારે આ ગોઝારો અકસ્માત સર્જાયો હતો. પોલીસે ટ્રેક્ટર ચાલક વિરુદ્ધ ગુનો નોંધી વધુ તપાસ હાથ ધરી છે. [1252,579,1593,662]
article-divider [1252,670,1593,671]
ratecard-cell-color: B/W [1460,1339,1482,1351]
column-three [580,99,889,2202]
ratecard-cell-page: અંદરના પાને [1504,1645,1538,1670]
dateline: ગાંધીધામ, તા. ૮ [427,148,493,161]
courier-media-text [1252,763,1593,994]
ratecard-cell-rate: ૧૨૦ [1567,1420,1585,1432]
article-divider [25,748,332,749]
advert-rate-card [1368,1246,1593,1821]
article-anjar-fraud-arrest [348,459,572,645]
nagarnodh-item-jyoti-mandal [348,1417,572,1502]
ratecard-cell-page: અંદરના પાને [1500,1540,1556,1552]
ratecard-cell-page: પહેલા પાને [1500,1339,1547,1351]
right-row-two-right [1244,378,1593,994]
photo-mobiles-returned-image [348,165,572,300]
article-body: કેસની હકીકત મુજબ લેર ગામના યુવાનને વીજ થાંભલા પર કામ કરતી વેળાએ કરંટ લાગતાં તે નીચે પટકાયો હતો અને કમર સુધીનો ભાગ ખોટો પડી ગયો હતો. કોન્ટ્રાક્ટર અને વીજ કંપનીને સંયુક્ત રીતે વળતર ચૂકવવા હુકમ કરાયો છે. એડવોકેટ મારફતે કોર્ટમાં દાવો રજૂ કરાયો હતો. મેડિકલ પુરાવા અને સાક્ષીઓની જુબાનીના આધારે કોર્ટે આ મહત્વનો ચુકાદો આપ્યો હતો. [588,961,881,1043]
article-divider [1252,497,1593,499]
article-body: સ્થાનિક ભગવાન મહાવીર માનવ કલ્યાણ કેન્દ્ર - ભુજના ઉપક્રમે વિવિધ દાતાઓના સહયોગથી શરૂ થનાર નિઃશુલ્ક છાશ કેન્દ્રનો તા.૧૨-૪ રવિવારના રોજ ભુજ મધ્યે પ્રારંભ થશે. બન્ને કેન્દ્રો પર સવારે ૯ વાગ્યાથી પહેલા આવો પહેલા પામોના ધોરણે છાશનું વિતરણ કરાશે. સેવાભાવી સંસ્થા તરફથી નાગરિકોને લાભ લેવા અનુરોધ કરાયો છે. જૈનાચાર્યશ્રીના હસ્તે ઉદ્ઘાટન વિધિ યોજાશે. [348,720,572,831]
disclaimer-signature: - જાહેરખબર મેનેજર [1488,1212,1580,1225]
reg-circle-black [518,2254,537,2274]
reg-circle-cyan [1030,2254,1049,2274]
ratecard-cell-cat: હેપી બર્થડે (૫x૧ ડિસ્પ્લે) [1375,1645,1445,1670]
photo-courier-accident-image [1416,763,1593,994]
dateline: ગાંધીધામ, તા. ૮ [702,608,767,621]
headline: મુમુક્ષુઓ સંયમ જીવનની અનુમોદનાર્થે વસ્ત્રોનું વિતરણ [38,144,320,187]
nagarnodh-item-vidyabharti [348,1514,572,1619]
article-divider [588,1051,881,1052]
headline: મહિલાઓના સ્વાવલંબન માટે સ્વસહાય જૂથો [37,1223,320,1266]
dharna-kicker: ભુજમાં કચ્છ ભાજપ દ્વારા ધરણા [897,381,1235,416]
registration-marks-bottom-4 [1450,2249,1578,2280]
ratecard-cell-color: B/W [1460,1420,1482,1432]
ratecard-cell-cat: ડિસ્પ્લે [1375,1379,1402,1392]
ratecard-cell-rate: ૧૨૦ [1567,1513,1585,1526]
photo-cloth-distribution-image [25,191,332,365]
masthead-title: ગુજરાત સમાચાર [66,51,250,81]
ratecard-cell-color: COLOR [1460,1399,1500,1412]
ratecard-cell-page: છેલ્લા પાને [1500,1399,1546,1412]
article-body: ભુજના સરપટ નાકા બહાર મંદિર પાસે કુરિયરનાં પાર્સલ દેવા જતી વેળાએ ટ્રક અને બાઈક વચ્ચે જીવલેણ અકસ્માત સર્જાયો હતો. ઘટનામાં કુરિયર કંપનીના કર્મચારીનું ઘટનાસ્થળે મોત નીપજ્યું હતું. બનાવની જાણ થતાં પોલીસ કાફલો ઘટનાસ્થળે દોડી ગયો હતો અને ટ્રક ચાલકની અટકાયત કરી કાયદેસરની કાર્યવાહી હાથ ધરી હતી. [1252,764,1408,902]
article-divider [588,553,881,554]
photo-health-lecture-image [25,514,332,667]
ratecard-cell-page: અંદરના પાને ૩x૧ [1504,1711,1543,1736]
issue-date: ગુરુવાર, ૯ એપ્રિલ, ૨૦૨૬ [1370,54,1575,78]
reg-square-cyan [35,13,46,24]
reg-square-magenta [1542,13,1553,24]
article-body: ગાંધીધામ સેક્ટર નં. ૫૦માં આવેલ એસ.બી.આઈ. બેન્કના એ.ટી.એમ. મશીનને તોડી રોકડ ચોરી કરવાનો પ્રયાસ કરનાર શખ્સને પોલીસે સી.સી.ટી.વી. ફૂટેજના આધારે ઝડપી પાડ્યો છે. આરોપી સામે ગુનો નોંધી વધુ તપાસ હાથ ધરાઈ છે. [897,1171,1108,1239]
page-header-bar [25,49,1593,84]
page-number: ૨ [43,53,57,80]
article-divider [348,1026,572,1027]
reg-circle-yellow [1088,2254,1107,2274]
masthead-group [43,50,367,83]
article-land-representation [348,1034,572,1212]
page-edge-rule-right [1606,46,1609,2227]
ratecard-cell-cat: અભિનંદન [1375,1493,1421,1506]
ratecard-cell-rate: ૬૦૦ [1565,1359,1585,1372]
registration-marks-bottom-1 [40,2249,168,2280]
article-body: ભચાઉના વોંધ ગામે રહેતા યુવાને રોજગાર ધંધા માટે બે વ્યાજખોરો પાસેથી અઢી ટકાના વ્યાજે કુલ રૂ. ૬ લાખ લીધા હતા. વ્યાજ સહિતની રકમ ચૂકવી દીધા છતાં વ્યાજખોરોએ વધુ રકમની માંગણી કરી તેની કાર જપ્ત કરી લઈ ધાકધમકી આપી ત્રાસ આપ્યાની ફરિયાદ નોંધાવાઈ છે. પોલીસે ગુનો નોંધી બંને વ્યાજખોરો સામે કાર્યવાહી હાથ ધરી છે. [588,691,881,774]
reg-circle-black [1116,2254,1136,2274]
lead-kicker: ઉદ્યોગ, વેપાર અને પર્યટન ક્ષેત્રે વિકાસ પામતા કચ્છને અન્યાય [964,101,1526,126]
photo-caption: જિલ્લા ભાજપ પ્રમુખ દેવજીભાઈ વરચંદ સહિતના આગેવાનોએ ખડગેની ટિપ્પણીને મહાત્મા ગાંધી અને સરદાર પટેલની ભૂમિના અપમાન સમાન ગણાવી કોંગ્રેસ માફી માંગે તેવી માંગ કરી હતી. ધરણામાં મોટી સંખ્યામાં આગેવાનો અને કાર્યકરો જોડાયા હતા. [897,904,1235,954]
contact-label: Contact : [1375,1745,1423,1775]
